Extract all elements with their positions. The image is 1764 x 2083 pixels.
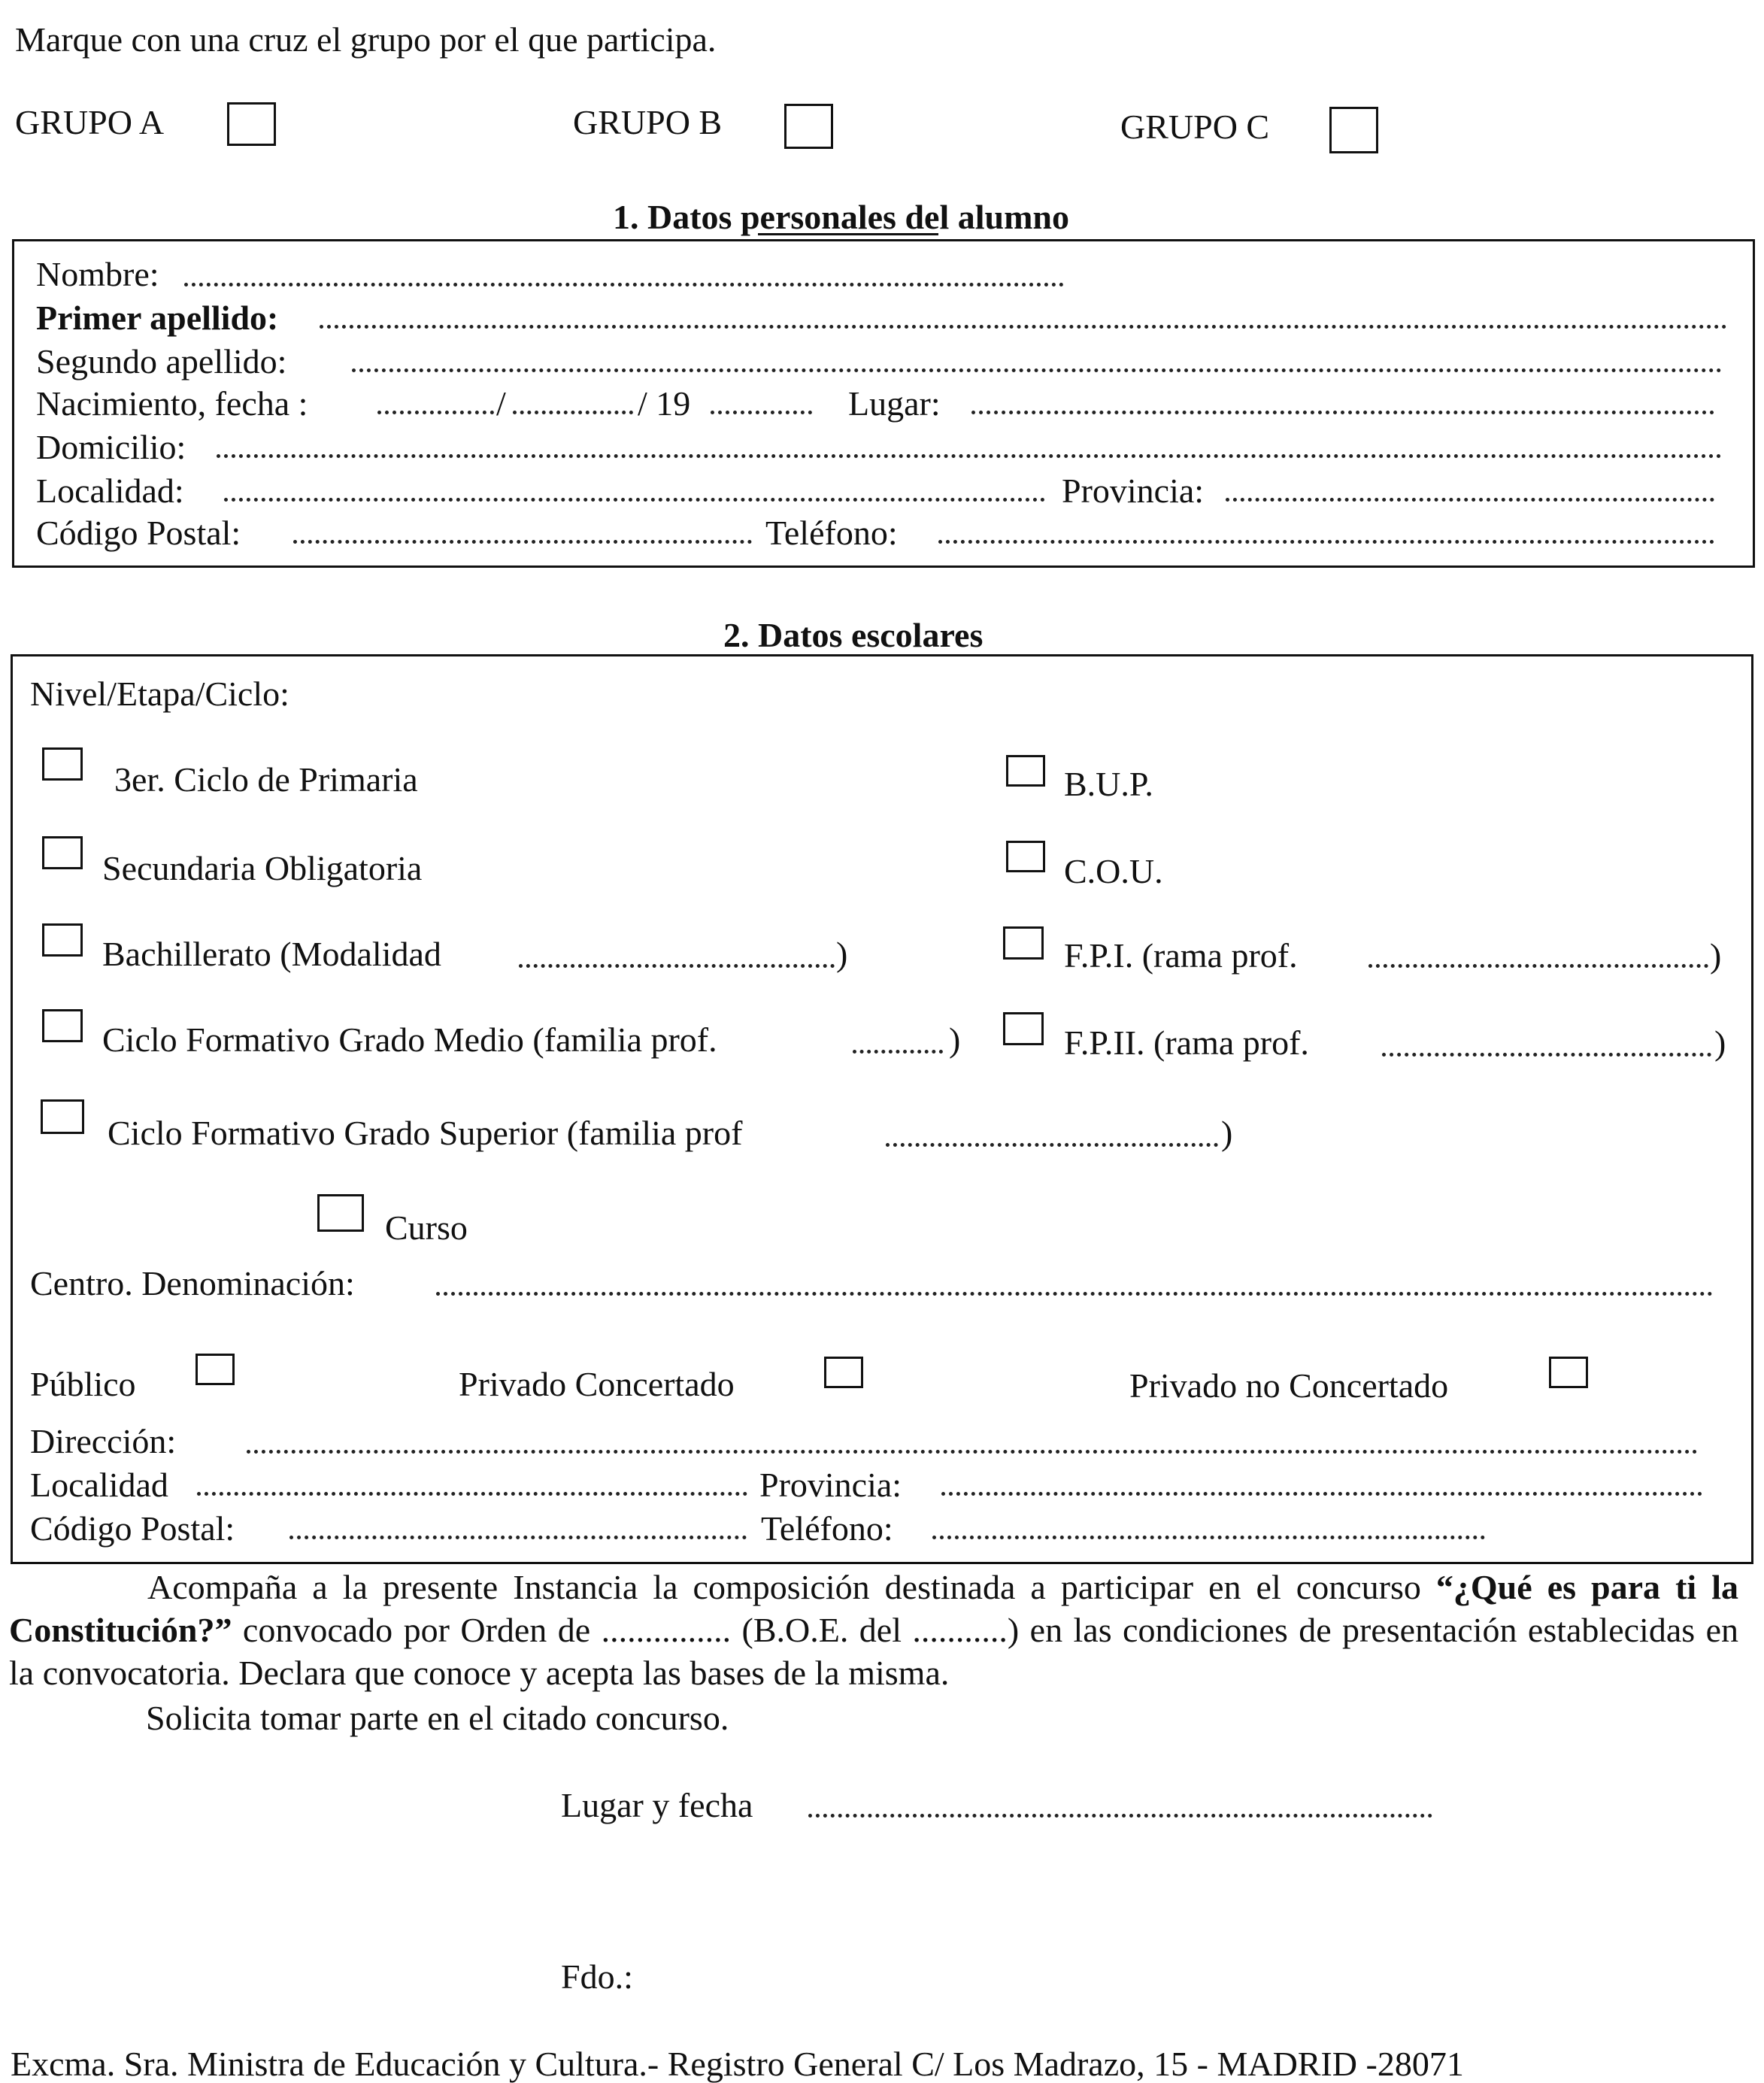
footer-address: Excma. Sra. Ministra de Educación y Cultura.- Registro General C/ Los Madrazo, 15 - MADRID -28071 [11,2045,1464,2083]
fdo-label: Fdo.: [561,1957,633,1996]
lugar-fecha-field[interactable] [808,1814,1432,1818]
nacimiento-month-field[interactable] [513,411,633,414]
publico-checkbox[interactable] [195,1354,235,1385]
cfgm-close: ) [949,1020,961,1059]
centro-codigo-postal-field[interactable] [289,1536,747,1539]
group-b-label: GRUPO B [573,103,723,141]
section2-title: 2. Datos escolares [723,616,984,654]
direccion-label: Dirección: [30,1422,177,1460]
group-a-label: GRUPO A [15,103,165,141]
primer-apellido-label: Primer apellido: [36,299,279,337]
contest-title: “¿Qué es para ti la Constitución?” [9,1568,1739,1649]
declaration-text-b: convocado por Orden de ............... (B.O.E. del ...........) en las condiciones de presentación establecidas en la convocatoria. Declara que conoce y acepta las bases de la misma. [9,1611,1738,1692]
centro-provincia-field[interactable] [941,1492,1702,1496]
cfgm-checkbox[interactable] [42,1009,83,1042]
group-a-checkbox[interactable] [227,102,276,146]
primaria-label: 3er. Ciclo de Primaria [114,760,418,799]
nacimiento-year-field[interactable] [711,411,812,414]
bup-checkbox[interactable] [1006,755,1045,787]
centro-telefono-field[interactable] [932,1536,1485,1539]
fp2-checkbox[interactable] [1003,1012,1044,1045]
fp2-close: ) [1714,1023,1726,1062]
telefono-field[interactable] [938,540,1714,544]
centro-field[interactable] [436,1292,1713,1296]
bachillerato-modalidad-field[interactable] [519,964,835,968]
nombre-field[interactable] [184,283,1064,287]
privado-concertado-checkbox[interactable] [824,1357,863,1388]
domicilio-label: Domicilio: [36,428,186,466]
fp1-label: F.P.I. (rama prof. [1064,936,1298,975]
provincia-field[interactable] [1226,498,1714,502]
direccion-field[interactable] [247,1450,1698,1454]
secundaria-label: Secundaria Obligatoria [102,849,423,887]
centro-localidad-label: Localidad [30,1466,168,1504]
centro-telefono-label: Teléfono: [761,1509,893,1548]
group-c-label: GRUPO C [1120,108,1270,146]
localidad-field[interactable] [224,498,1045,502]
bachillerato-checkbox[interactable] [42,923,83,957]
fp1-close: ) [1710,936,1722,975]
bup-label: B.U.P. [1064,765,1153,803]
bachillerato-label: Bachillerato (Modalidad [102,935,441,973]
provincia-label: Provincia: [1062,471,1205,510]
lugar-field[interactable] [971,411,1714,414]
section1-title-underline [758,233,938,235]
section1-title: 1. Datos personales del alumno [613,198,1069,236]
fp1-rama-field[interactable] [1368,964,1708,968]
segundo-apellido-label: Segundo apellido: [36,342,287,381]
cfgs-familia-field[interactable] [886,1143,1218,1147]
cou-checkbox[interactable] [1006,841,1045,872]
centro-localidad-field[interactable] [197,1492,747,1496]
cou-label: C.O.U. [1064,852,1163,890]
nivel-label: Nivel/Etapa/Ciclo: [30,675,289,713]
declaration-text-a: Acompaña a la presente Instancia la composición destinada a participar en el concurso [147,1568,1436,1606]
primaria-checkbox[interactable] [42,747,83,781]
intro-text: Marque con una cruz el grupo por el que participa. [15,20,717,59]
bachillerato-close: ) [836,935,848,973]
group-b-checkbox[interactable] [784,104,833,149]
secundaria-checkbox[interactable] [42,836,83,869]
date-separator-1: / [496,384,506,423]
codigo-postal-field[interactable] [293,540,752,544]
cfgm-label: Ciclo Formativo Grado Medio (familia prof. [102,1020,717,1059]
nacimiento-day-field[interactable] [377,411,494,414]
declaration-paragraph [9,1566,1738,1694]
lugar-label: Lugar: [848,384,941,423]
fp2-label: F.P.II. (rama prof. [1064,1023,1309,1062]
lugar-fecha-label: Lugar y fecha [561,1786,753,1824]
fp1-checkbox[interactable] [1003,926,1044,960]
privado-no-concertado-checkbox[interactable] [1549,1357,1588,1388]
cfgs-label: Ciclo Formativo Grado Superior (familia prof [108,1114,743,1152]
centro-codigo-postal-label: Código Postal: [30,1509,235,1548]
curso-checkbox[interactable] [317,1194,364,1232]
codigo-postal-label: Código Postal: [36,514,241,552]
request-text: Solicita tomar parte en el citado concurso. [146,1699,729,1737]
group-c-checkbox[interactable] [1329,107,1378,153]
centro-provincia-label: Provincia: [759,1466,902,1504]
privado-concertado-label: Privado Concertado [459,1365,735,1403]
curso-label: Curso [385,1208,468,1247]
cfgm-familia-field[interactable] [853,1050,943,1054]
centro-label: Centro. Denominación: [30,1264,355,1302]
domicilio-field[interactable] [217,454,1722,458]
publico-label: Público [30,1365,136,1403]
privado-no-concertado-label: Privado no Concertado [1129,1366,1449,1405]
segundo-apellido-field[interactable] [352,368,1722,372]
nombre-label: Nombre: [36,255,159,293]
fp2-rama-field[interactable] [1382,1053,1711,1057]
localidad-label: Localidad: [36,471,184,510]
primer-apellido-field[interactable] [320,325,1727,329]
cfgs-close: ) [1221,1114,1233,1152]
cfgs-checkbox[interactable] [41,1099,84,1134]
nacimiento-label: Nacimiento, fecha : [36,384,308,423]
date-separator-2: / 19 [638,384,691,423]
telefono-label: Teléfono: [765,514,898,552]
